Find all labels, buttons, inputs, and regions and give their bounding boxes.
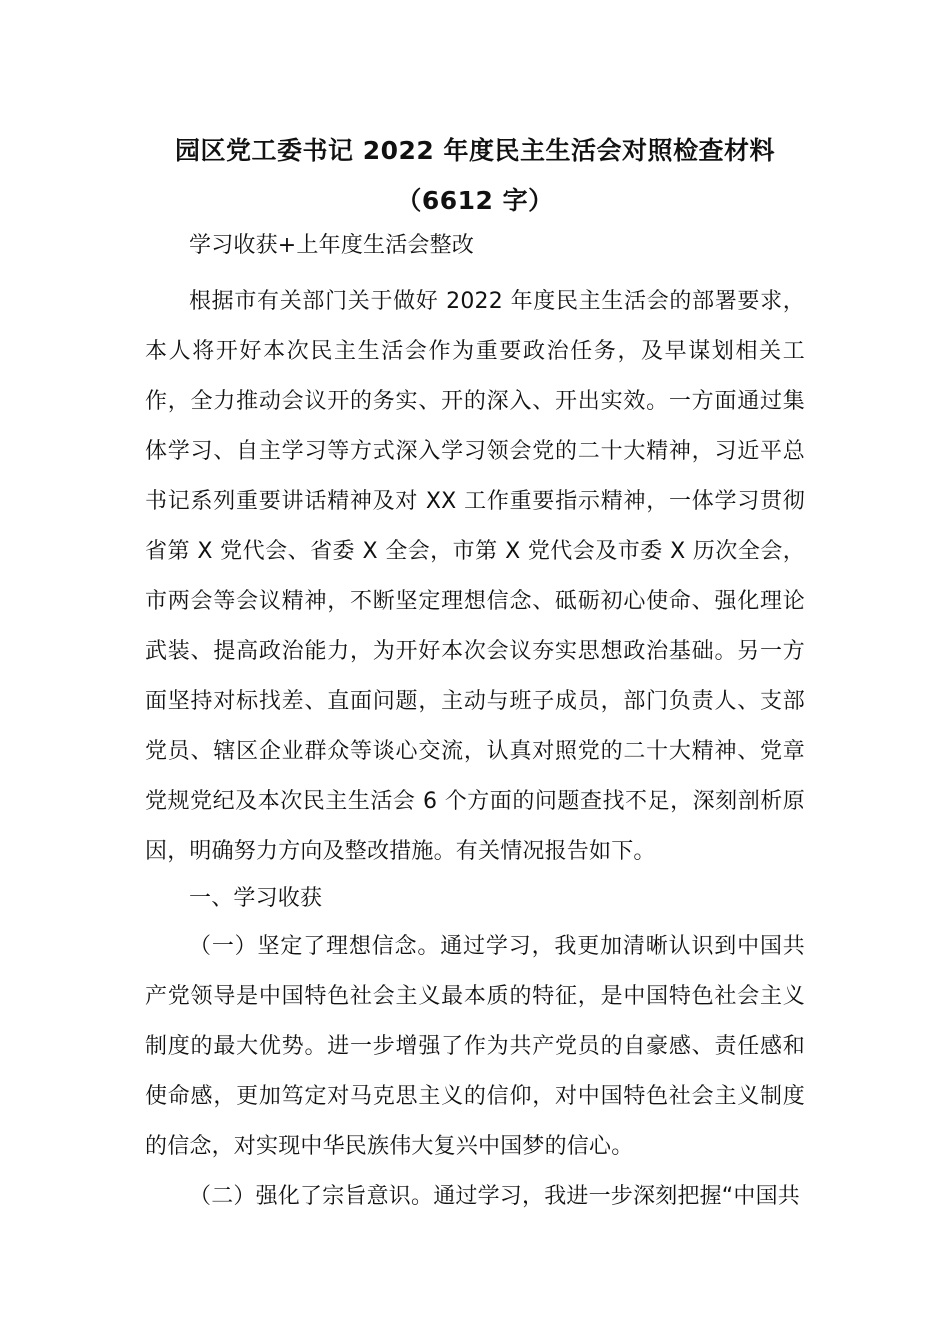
document-title: 园区党工委书记 2022 年度民主生活会对照检查材料 xyxy=(175,136,775,165)
document-subtitle: （6612 字） xyxy=(396,186,554,215)
section-heading-learning-gains: 一、学习收获 xyxy=(189,886,323,911)
paragraph-background: 根据市有关部门关于做好 2022 年度民主生活会的部署要求，本人将开好本次民主生活会作为重要政治任务，及早谋划相关工作，全力推动会议开的务实、开的深入、开出实效。一方面通过集体学习、自主学习等方式深入学习领会党的二十大精神，习近平总书记系列重要讲话精神及对 XX 工作重要指示精神，一体学习贯彻省第 X 党代会、省委 X 全会，市第 X 党代会及市委 X 历次全会，市两会等会议精神，不断坚定理想信念、砥砺初心使命、强化理论武装、提高政治能力，为开好本次会议夯实思想政治基础。另一方面坚持对标找差、直面问题，主动与班子成员，部门负责人、支部党员、辖区企业群众等谈心交流，认真对照党的二十大精神、党章党规党纪及本次民主生活会 6 个方面的问题查找不足，深刻剖析原因，明确努力方向及整改措施。有关情况报告如下。 xyxy=(145,289,805,864)
paragraph-intro-line: 学习收获+上年度生活会整改 xyxy=(189,233,475,258)
paragraph-purpose-awareness: （二）强化了宗旨意识。通过学习，我进一步深刻把握“中国共 xyxy=(189,1184,800,1209)
paragraph-ideals-beliefs: （一）坚定了理想信念。通过学习，我更加清晰认识到中国共产党领导是中国特色社会主义最本质的特征，是中国特色社会主义制度的最大优势。进一步增强了作为共产党员的自豪感、责任感和使命感，更加笃定对马克思主义的信仰，对中国特色社会主义制度的信念，对实现中华民族伟大复兴中国梦的信心。 xyxy=(145,934,805,1159)
